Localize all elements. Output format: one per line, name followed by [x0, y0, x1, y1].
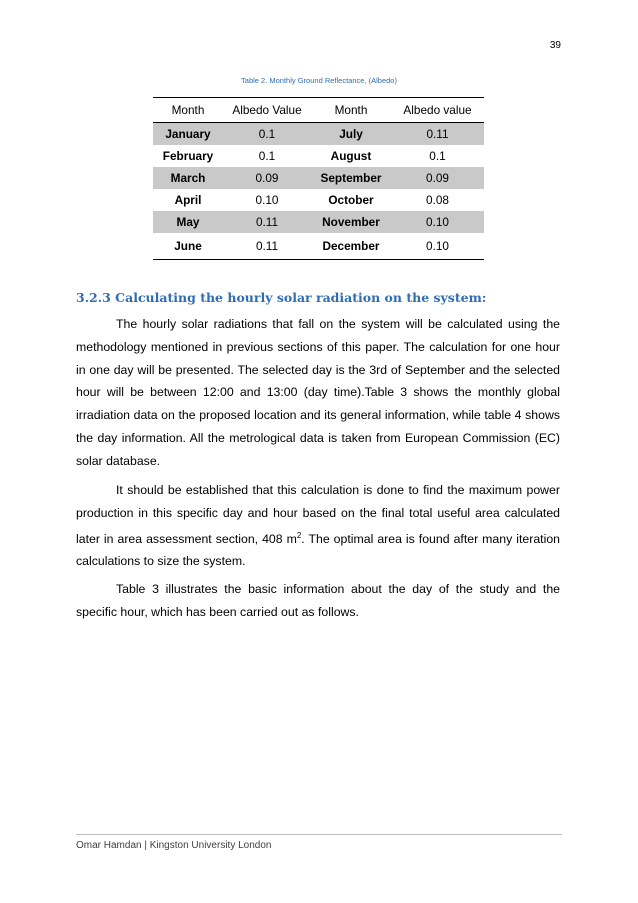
- paragraph-3-text: Table 3 illustrates the basic information about the day of the study and the specific hour, which has been carried out as follows.: [76, 582, 560, 619]
- cell-albedo: 0.1: [223, 123, 311, 146]
- cell-albedo: 0.11: [391, 123, 484, 146]
- cell-month: November: [311, 211, 391, 233]
- table-caption: Table 2. Monthly Ground Reflectance, (Albedo): [241, 76, 397, 85]
- paragraph-2-text-b: . The optimal area is found after many iteration calculations to size the system.: [76, 531, 560, 569]
- cell-month: February: [162, 149, 214, 163]
- cell-albedo: 0.10: [391, 233, 484, 260]
- table-row: [153, 211, 484, 233]
- section-heading: 3.2.3 Calculating the hourly solar radiation on the system:: [76, 290, 487, 305]
- cell-month: March: [153, 167, 223, 189]
- cell-albedo: 0.09: [223, 167, 311, 189]
- cell-month: May: [153, 211, 223, 233]
- cell-month: August: [330, 149, 372, 163]
- cell-albedo: 0.10: [391, 211, 484, 233]
- cell-albedo: 0.11: [223, 211, 311, 233]
- paragraph-2: [76, 479, 560, 573]
- cell-albedo: 0.08: [426, 193, 449, 207]
- cell-month: October: [328, 193, 374, 207]
- cell-month: September: [311, 167, 391, 189]
- paragraph-1-text: The hourly solar radiations that fall on the system will be calculated using the methodology mentioned in previous sections of this paper. The calculation for one hour in one day will be presented. The selected day is the 3rd of September and the selected hour will be between 12:00 and 13:00 (day time).Table 3 shows the monthly global irradiation data on the proposed location and its general information, while table 4 shows the day information. All the metrological data is taken from European Commission (EC) solar database.: [76, 317, 560, 468]
- table-row: [153, 145, 484, 167]
- page-number: 39: [549, 40, 561, 51]
- cell-albedo: 0.11: [223, 233, 311, 260]
- cell-albedo: 0.1: [258, 149, 276, 163]
- footer-divider: [76, 834, 562, 835]
- header-albedo-2: Albedo value: [391, 98, 484, 123]
- header-month-1: Month: [153, 98, 223, 123]
- table-header-row: [153, 98, 484, 123]
- table-row: [153, 167, 484, 189]
- albedo-table: [153, 97, 484, 260]
- cell-month: April: [174, 193, 202, 207]
- paragraph-3: [76, 578, 560, 624]
- table-row: [153, 233, 484, 260]
- cell-albedo: 0.09: [391, 167, 484, 189]
- cell-month: July: [311, 123, 391, 146]
- table-row: [153, 189, 484, 211]
- cell-albedo: 0.1: [429, 149, 446, 163]
- header-albedo-1: Albedo Value: [223, 98, 311, 123]
- cell-month: December: [311, 233, 391, 260]
- cell-albedo: 0.10: [255, 193, 279, 207]
- paragraph-2-text-a: It should be established that this calculation is done to find the maximum power production in this specific day and hour based on the final total useful area calculated later in area assessment section, 408 m: [76, 483, 560, 546]
- cell-month: January: [153, 123, 223, 146]
- table-row: [153, 123, 484, 146]
- paragraph-1: [76, 313, 560, 473]
- cell-month: June: [153, 233, 223, 260]
- area-unit-superscript: 2: [296, 530, 302, 540]
- footer-text: Omar Hamdan | Kingston University London: [76, 840, 272, 851]
- header-month-2: Month: [311, 98, 391, 123]
